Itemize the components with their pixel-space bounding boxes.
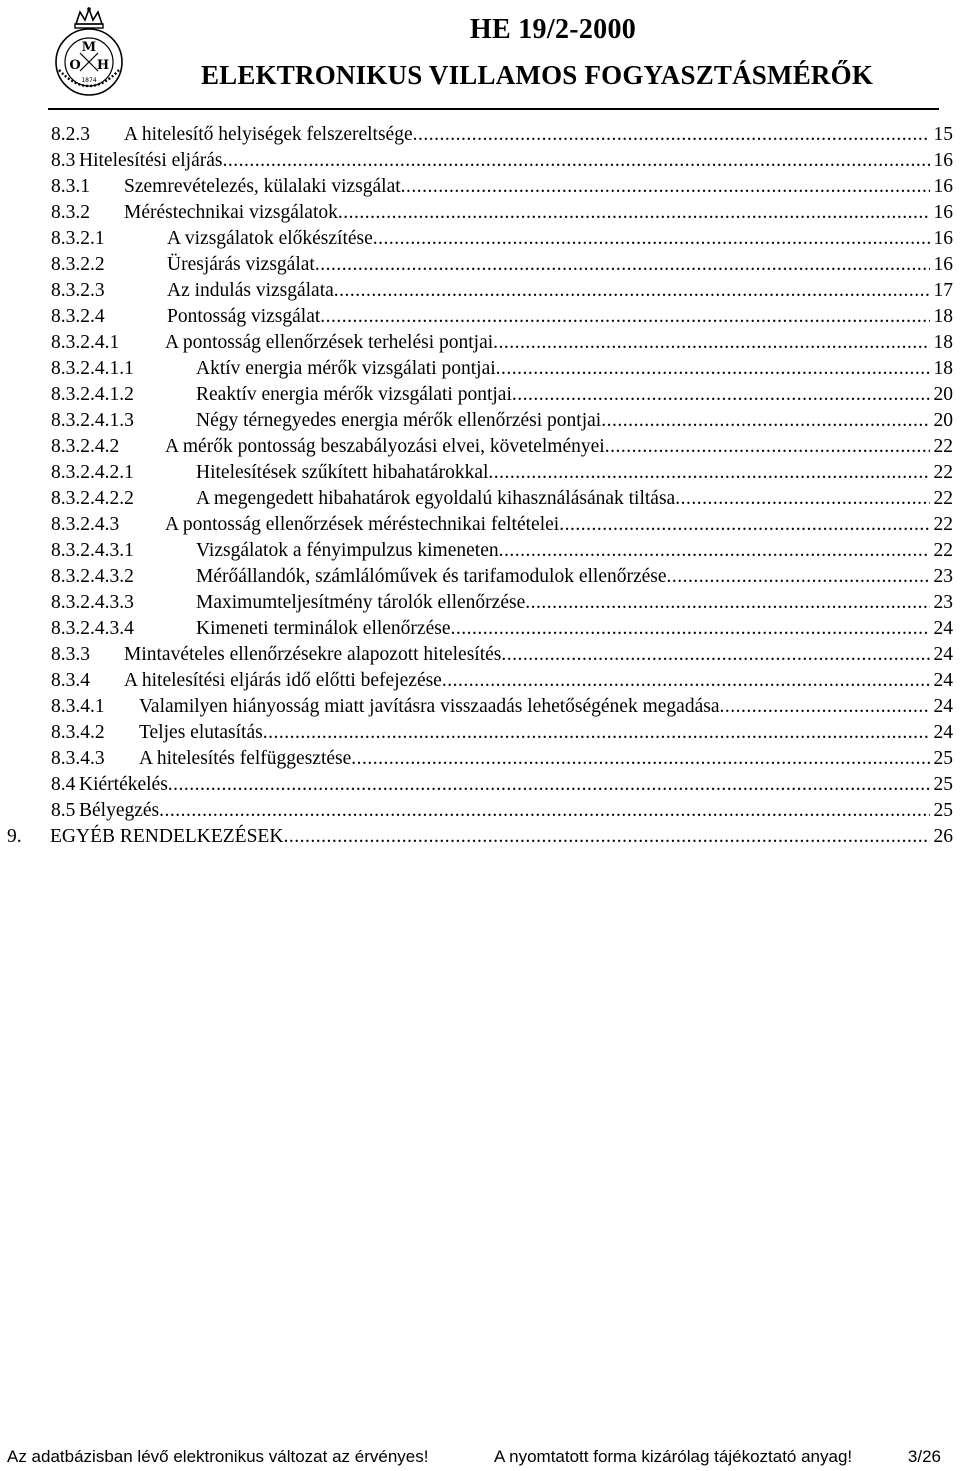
toc-entry-title: Aktív energia mérők vizsgálati pontjai <box>196 358 496 379</box>
toc-entry-page: 22 <box>933 514 953 535</box>
dot-leader <box>559 514 930 536</box>
toc-entry-number: 8.3.2.4.1.2 <box>51 384 134 405</box>
toc-entry-title: Négy térnegyedes energia mérők ellenőrzési pontjai <box>196 410 602 431</box>
toc-entry-title-with-leader <box>167 280 930 302</box>
page-header <box>0 0 960 108</box>
toc-entry-page: 24 <box>933 722 953 743</box>
toc-entry-title-with-leader <box>196 618 930 640</box>
toc-entry[interactable] <box>0 150 960 172</box>
toc-entry-number: 8.3.2.4.3.4 <box>51 618 134 639</box>
toc-entry-number: 8.3.2.1 <box>51 228 105 249</box>
toc-entry-title-with-leader <box>139 722 930 744</box>
document-title: ELEKTRONIKUS VILLAMOS FOGYASZTÁSMÉRŐK <box>200 60 874 90</box>
toc-entry[interactable] <box>0 566 960 588</box>
dot-leader <box>499 540 930 562</box>
toc-entry-page: 16 <box>933 150 953 171</box>
toc-entry-number: 8.2.3 <box>51 124 90 145</box>
toc-entry-number: 8.3.2.4.2 <box>51 436 120 457</box>
dot-leader <box>413 124 930 146</box>
toc-entry-number: 8.3.4.2 <box>51 722 105 743</box>
toc-entry-title-with-leader <box>139 748 930 770</box>
dot-leader <box>351 748 930 770</box>
toc-entry-number: 8.3 <box>51 150 76 171</box>
toc-entry-title: A pontosság ellenőrzések terhelési pontjai <box>165 332 494 353</box>
toc-entry-number: 9. <box>7 826 22 847</box>
dot-leader <box>159 800 930 822</box>
toc-entry-title-with-leader <box>79 150 930 172</box>
toc-entry[interactable] <box>0 384 960 406</box>
toc-entry[interactable] <box>0 202 960 224</box>
toc-entry-title: Hitelesítési eljárás <box>79 150 223 171</box>
toc-entry-page: 22 <box>933 540 953 561</box>
toc-entry-number: 8.3.2.4.2.2 <box>51 488 134 509</box>
toc-entry-number: 8.3.2.4.2.1 <box>51 462 134 483</box>
toc-entry-title-with-leader <box>79 800 930 822</box>
toc-entry-title: A megengedett hibahatárok egyoldalú kihasználásának tiltása <box>196 488 676 509</box>
dot-leader <box>667 566 930 588</box>
toc-entry-page: 23 <box>933 566 953 587</box>
toc-entry[interactable] <box>0 436 960 458</box>
toc-entry-title: Valamilyen hiányosság miatt javításra visszaadás lehetőségének megadása <box>139 696 720 717</box>
toc-entry-title-with-leader <box>124 670 930 692</box>
toc-entry[interactable] <box>0 722 960 744</box>
toc-entry-page: 16 <box>933 228 953 249</box>
toc-entry-title-with-leader <box>124 124 930 146</box>
toc-entry-number: 8.5 <box>51 800 76 821</box>
dot-leader <box>605 436 930 458</box>
toc-entry-page: 24 <box>933 618 953 639</box>
page-footer <box>0 1447 960 1469</box>
toc-entry[interactable] <box>0 488 960 510</box>
toc-entry-number: 8.3.2.4.1.3 <box>51 410 134 431</box>
toc-entry[interactable] <box>0 540 960 562</box>
omh-crest-logo-icon <box>50 6 128 102</box>
dot-leader <box>501 644 930 666</box>
toc-entry-title-with-leader <box>196 462 930 484</box>
dot-leader <box>320 306 930 328</box>
toc-entry-title: A mérők pontosság beszabályozási elvei, követelményei <box>165 436 605 457</box>
dot-leader <box>493 332 930 354</box>
toc-entry-number: 8.4 <box>51 774 76 795</box>
toc-entry-title-with-leader <box>167 306 930 328</box>
toc-entry-title: Üresjárás vizsgálat <box>167 254 315 275</box>
dot-leader <box>496 358 930 380</box>
toc-entry-title-with-leader <box>124 176 930 198</box>
toc-entry-page: 26 <box>933 826 953 847</box>
toc-entry-number: 8.3.1 <box>51 176 90 197</box>
toc-entry-title-with-leader <box>165 514 930 536</box>
toc-entry-number: 8.3.3 <box>51 644 90 665</box>
dot-leader <box>675 488 930 510</box>
dot-leader <box>168 774 930 796</box>
toc-entry[interactable] <box>0 280 960 302</box>
page-number: 3/26 <box>907 1447 941 1466</box>
toc-entry-title: A pontosság ellenőrzések méréstechnikai feltételei <box>165 514 560 535</box>
toc-entry-page: 17 <box>933 280 953 301</box>
toc-entry[interactable] <box>0 462 960 484</box>
toc-entry-title-with-leader <box>167 228 930 250</box>
dot-leader <box>263 722 930 744</box>
toc-entry-page: 20 <box>933 384 953 405</box>
dot-leader <box>338 202 930 224</box>
toc-entry-title: Az indulás vizsgálata <box>167 280 334 301</box>
toc-entry-number: 8.3.2 <box>51 202 90 223</box>
toc-entry[interactable] <box>0 826 960 848</box>
toc-entry-title-with-leader <box>50 826 930 848</box>
toc-entry-number: 8.3.2.4.3.2 <box>51 566 134 587</box>
toc-entry-page: 24 <box>933 644 953 665</box>
dot-leader <box>373 228 930 250</box>
toc-entry-page: 22 <box>933 488 953 509</box>
svg-text:M: M <box>81 40 97 55</box>
dot-leader <box>488 462 930 484</box>
toc-entry-title-with-leader <box>165 332 930 354</box>
toc-entry-title: Szemrevételezés, külalaki vizsgálat <box>124 176 401 197</box>
dot-leader <box>512 384 930 406</box>
toc-entry-number: 8.3.2.4.1 <box>51 332 120 353</box>
toc-entry[interactable] <box>0 124 960 146</box>
toc-entry-title: Kimeneti terminálok ellenőrzése <box>196 618 451 639</box>
footer-validity-note: Az adatbázisban lévő elektronikus változat az érvényes! <box>7 1447 429 1466</box>
toc-entry-page: 20 <box>933 410 953 431</box>
toc-entry-title-with-leader <box>196 566 930 588</box>
toc-entry-title-with-leader <box>167 254 930 276</box>
toc-entry-page: 24 <box>933 696 953 717</box>
toc-entry-page: 18 <box>933 306 953 327</box>
header-divider <box>48 108 939 110</box>
svg-text:O: O <box>69 58 81 73</box>
toc-entry[interactable] <box>0 514 960 536</box>
toc-entry-title: Teljes elutasítás <box>139 722 263 743</box>
toc-entry-title-with-leader <box>196 540 930 562</box>
toc-entry-title-with-leader <box>124 202 930 224</box>
toc-entry-page: 22 <box>933 436 953 457</box>
toc-entry-title: EGYÉB RENDELKEZÉSEK <box>50 826 284 847</box>
toc-entry-number: 8.3.2.3 <box>51 280 105 301</box>
toc-entry[interactable] <box>0 332 960 354</box>
toc-entry[interactable] <box>0 358 960 380</box>
document-id: HE 19/2-2000 <box>469 14 637 45</box>
toc-entry-page: 24 <box>933 670 953 691</box>
toc-entry-page: 25 <box>933 774 953 795</box>
toc-entry-page: 16 <box>933 176 953 197</box>
toc-entry-number: 8.3.2.2 <box>51 254 105 275</box>
toc-entry-number: 8.3.2.4.1.1 <box>51 358 134 379</box>
toc-entry-title: Reaktív energia mérők vizsgálati pontjai <box>196 384 512 405</box>
toc-entry-title-with-leader <box>124 644 930 666</box>
dot-leader <box>401 176 930 198</box>
toc-entry-page: 18 <box>933 332 953 353</box>
toc-entry-title-with-leader <box>196 384 930 406</box>
dot-leader <box>315 254 930 276</box>
toc-entry-page: 15 <box>933 124 953 145</box>
toc-entry-number: 8.3.4.1 <box>51 696 105 717</box>
toc-entry-title: Mérőállandók, számlálóművek és tarifamodulok ellenőrzése <box>196 566 667 587</box>
toc-entry-page: 16 <box>933 202 953 223</box>
toc-entry-title: Pontosság vizsgálat <box>167 306 321 327</box>
toc-entry-page: 16 <box>933 254 953 275</box>
toc-entry-page: 22 <box>933 462 953 483</box>
toc-entry-title-with-leader <box>196 592 930 614</box>
toc-entry-title: Méréstechnikai vizsgálatok <box>124 202 338 223</box>
toc-entry-number: 8.3.2.4.3.1 <box>51 540 134 561</box>
toc-entry-title-with-leader <box>165 436 930 458</box>
toc-entry-page: 25 <box>933 748 953 769</box>
toc-entry-title: A vizsgálatok előkészítése <box>167 228 373 249</box>
toc-entry-title-with-leader <box>79 774 930 796</box>
svg-text:H: H <box>96 58 110 73</box>
toc-entry-number: 8.3.2.4 <box>51 306 105 327</box>
dot-leader <box>525 592 930 614</box>
toc-entry-title: Mintavételes ellenőrzésekre alapozott hitelesítés <box>124 644 502 665</box>
toc-entry-page: 18 <box>933 358 953 379</box>
toc-entry-title-with-leader <box>139 696 930 718</box>
toc-entry-title: A hitelesítés felfüggesztése <box>139 748 352 769</box>
toc-entry-number: 8.3.2.4.3.3 <box>51 592 134 613</box>
toc-entry[interactable] <box>0 410 960 432</box>
toc-entry[interactable] <box>0 670 960 692</box>
toc-entry-page: 23 <box>933 592 953 613</box>
toc-entry[interactable] <box>0 800 960 822</box>
dot-leader <box>223 150 931 172</box>
toc-entry[interactable] <box>0 748 960 770</box>
toc-entry[interactable] <box>0 644 960 666</box>
toc-entry[interactable] <box>0 176 960 198</box>
toc-entry[interactable] <box>0 228 960 250</box>
toc-entry-title: A hitelesítési eljárás idő előtti befejezése <box>124 670 442 691</box>
toc-entry-number: 8.3.4 <box>51 670 90 691</box>
dot-leader <box>719 696 930 718</box>
toc-entry[interactable] <box>0 618 960 640</box>
toc-entry[interactable] <box>0 774 960 796</box>
toc-entry[interactable] <box>0 696 960 718</box>
toc-entry-title: Hitelesítések szűkített hibahatárokkal <box>196 462 489 483</box>
toc-entry-title: Maximumteljesítmény tárolók ellenőrzése <box>196 592 526 613</box>
svg-text:1874: 1874 <box>81 77 97 84</box>
dot-leader <box>450 618 930 640</box>
toc-entry-title: Kiértékelés <box>79 774 168 795</box>
toc-entry-title: Bélyegzés <box>79 800 160 821</box>
dot-leader <box>334 280 930 302</box>
toc-entry-title: A hitelesítő helyiségek felszereltsége <box>124 124 413 145</box>
toc-entry[interactable] <box>0 592 960 614</box>
footer-print-note: A nyomtatott forma kizárólag tájékoztató anyag! <box>494 1447 853 1466</box>
dot-leader <box>442 670 930 692</box>
toc-entry-title: Vizsgálatok a fényimpulzus kimeneten <box>196 540 499 561</box>
toc-entry[interactable] <box>0 306 960 328</box>
toc-entry-title-with-leader <box>196 358 930 380</box>
toc-entry-title-with-leader <box>196 488 930 510</box>
toc-entry-page: 25 <box>933 800 953 821</box>
toc-entry-number: 8.3.4.3 <box>51 748 105 769</box>
toc-entry-title-with-leader <box>196 410 930 432</box>
toc-entry-number: 8.3.2.4.3 <box>51 514 120 535</box>
dot-leader <box>601 410 930 432</box>
toc-entry[interactable] <box>0 254 960 276</box>
dot-leader <box>283 826 930 848</box>
